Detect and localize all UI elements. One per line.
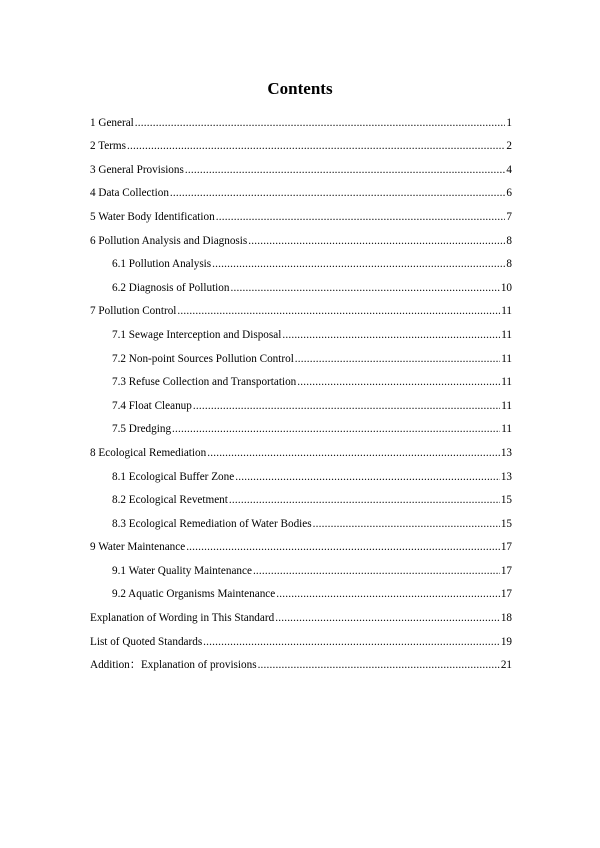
toc-entry-page-number: 2 [506, 140, 512, 153]
toc-entry-page-number: 10 [500, 281, 512, 294]
toc-entry[interactable] [0, 625, 600, 649]
toc-entry-label: List of Quoted Standards [90, 635, 203, 648]
toc-entry-page-number: 17 [500, 541, 512, 554]
toc-entry-label: 8.3 Ecological Remediation of Water Bodies [112, 517, 312, 530]
toc-entry-label: 2 Terms [90, 140, 126, 153]
toc-entry[interactable] [0, 460, 600, 484]
toc-entry-label: 7 Pollution Control [90, 305, 177, 318]
toc-entry-label: 9 Water Maintenance [90, 541, 186, 554]
toc-entry[interactable] [0, 342, 600, 366]
toc-entry-page-number: 13 [500, 470, 512, 483]
toc-entry-page-number: 11 [501, 376, 512, 389]
toc-entry-page-number: 17 [500, 588, 512, 601]
toc-entry-page-number: 6 [506, 187, 512, 200]
toc-entry[interactable] [0, 153, 600, 177]
toc-entry[interactable] [0, 554, 600, 578]
toc-entry[interactable] [0, 413, 600, 437]
toc-entry[interactable] [0, 484, 600, 508]
dot-leader [275, 611, 500, 625]
toc-entry-label: 7.2 Non-point Sources Pollution Control [112, 352, 294, 365]
toc-entry-page-number: 1 [506, 116, 512, 129]
toc-entry[interactable] [0, 200, 600, 224]
dot-leader [212, 257, 505, 271]
toc-entry[interactable] [0, 130, 600, 154]
dot-leader [135, 116, 506, 130]
toc-entry-page-number: 8 [506, 258, 512, 271]
toc-entry[interactable] [0, 578, 600, 602]
toc-entry[interactable] [0, 295, 600, 319]
toc-entry-label: 7.4 Float Cleanup [112, 399, 192, 412]
toc-entry-label: 5 Water Body Identification [90, 210, 215, 223]
toc-entry-label: Addition：Explanation of provisions [90, 659, 257, 672]
toc-entry[interactable] [0, 366, 600, 390]
toc-entry-page-number: 13 [500, 446, 512, 459]
dot-leader [186, 540, 500, 554]
toc-entry-page-number: 11 [501, 399, 512, 412]
toc-entry-label: 6.2 Diagnosis of Pollution [112, 281, 230, 294]
toc-entry-label: 4 Data Collection [90, 187, 169, 200]
toc-entry[interactable] [0, 389, 600, 413]
dot-leader [297, 375, 500, 389]
toc-entry-page-number: 11 [501, 423, 512, 436]
dot-leader [127, 139, 505, 153]
toc-entry-label: Explanation of Wording in This Standard [90, 612, 275, 625]
table-of-contents [0, 106, 600, 672]
toc-entry-label: 8.1 Ecological Buffer Zone [112, 470, 235, 483]
toc-entry-page-number: 17 [500, 564, 512, 577]
toc-entry-label: 6.1 Pollution Analysis [112, 258, 212, 271]
toc-entry-page-number: 4 [506, 163, 512, 176]
toc-entry-page-number: 19 [500, 635, 512, 648]
dot-leader [313, 517, 500, 531]
dot-leader [253, 564, 500, 578]
dot-leader [235, 470, 500, 484]
dot-leader [207, 446, 500, 460]
dot-leader [258, 658, 500, 672]
dot-leader [170, 186, 505, 200]
toc-entry-page-number: 18 [500, 612, 512, 625]
toc-entry[interactable] [0, 649, 600, 673]
toc-entry[interactable] [0, 436, 600, 460]
dot-leader [172, 422, 500, 436]
toc-entry-label: 7.1 Sewage Interception and Disposal [112, 328, 282, 341]
toc-entry-label: 8 Ecological Remediation [90, 446, 207, 459]
dot-leader [276, 587, 500, 601]
toc-entry[interactable] [0, 177, 600, 201]
toc-entry[interactable] [0, 224, 600, 248]
toc-entry-label: 1 General [90, 116, 134, 129]
toc-entry-label: 7.3 Refuse Collection and Transportation [112, 376, 297, 389]
toc-entry-label: 7.5 Dredging [112, 423, 172, 436]
toc-entry-page-number: 15 [500, 494, 512, 507]
toc-entry[interactable] [0, 507, 600, 531]
toc-entry-page-number: 15 [500, 517, 512, 530]
dot-leader [193, 399, 500, 413]
toc-entry-label: 8.2 Ecological Revetment [112, 494, 228, 507]
toc-entry-label: 9.1 Water Quality Maintenance [112, 564, 252, 577]
dot-leader [203, 635, 500, 649]
toc-entry[interactable] [0, 106, 600, 130]
toc-entry[interactable] [0, 531, 600, 555]
toc-entry-page-number: 11 [501, 352, 512, 365]
toc-entry-label: 6 Pollution Analysis and Diagnosis [90, 234, 248, 247]
dot-leader [216, 210, 506, 224]
toc-entry[interactable] [0, 601, 600, 625]
dot-leader [229, 493, 500, 507]
toc-entry-label: 9.2 Aquatic Organisms Maintenance [112, 588, 276, 601]
toc-entry-page-number: 11 [501, 328, 512, 341]
toc-entry-page-number: 21 [500, 659, 512, 672]
toc-entry-page-number: 7 [506, 210, 512, 223]
dot-leader [230, 281, 499, 295]
dot-leader [295, 352, 500, 366]
dot-leader [282, 328, 500, 342]
toc-entry-label: 3 General Provisions [90, 163, 184, 176]
toc-entry[interactable] [0, 248, 600, 272]
toc-entry[interactable] [0, 318, 600, 342]
toc-entry-page-number: 8 [506, 234, 512, 247]
dot-leader [177, 304, 500, 318]
toc-entry-page-number: 11 [501, 305, 512, 318]
dot-leader [185, 163, 506, 177]
toc-entry[interactable] [0, 271, 600, 295]
page-title: Contents [267, 79, 333, 98]
dot-leader [248, 234, 505, 248]
